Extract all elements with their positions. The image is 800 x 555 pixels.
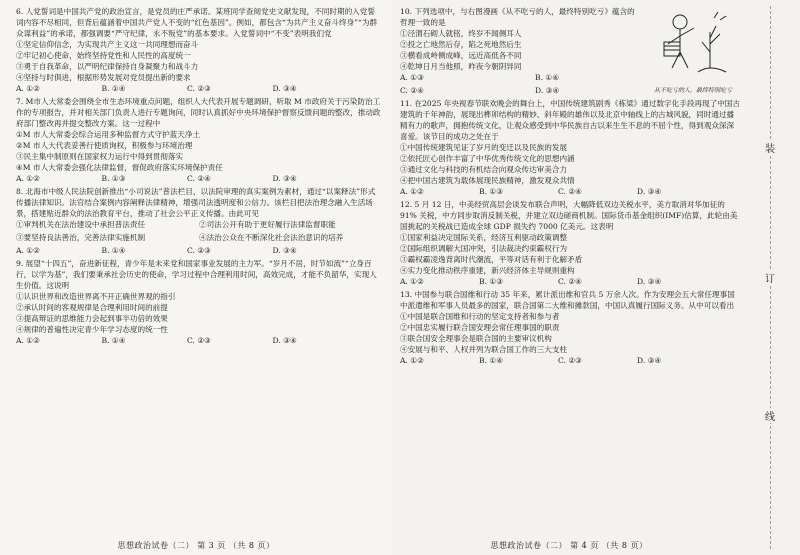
statement-item: ④M 市人大常委会强化法律监督，督促政府落实环境保护责任 [16,163,223,172]
cartoon-drawing [650,8,736,84]
statement-item: ④乾坤日月当他照，昨夜今朝阴异同 [400,62,522,71]
statement-item: ④安展与和平、人权并列为联合国工作的三大支柱 [400,345,568,354]
question-9 [16,258,382,346]
right-page [392,0,746,555]
option-b: B. ①④ [101,336,126,345]
option-c: C. ②③ [187,84,211,93]
statement-item: ③提高辩证的思维能力会起到事半功倍的效果 [16,314,168,323]
question-6 [16,6,382,94]
statement-item: ③霸权霸凌逸背离时代潮流，平等对话有利于化解矛盾 [400,255,583,264]
option-a: A. ①② [16,246,40,255]
statement-item: ①中国是联合国维和行动的坚定支持者和参与者 [400,312,560,321]
question-stem: 8. 北海市中级人民法院创新推出“小司说法”普法栏目，以法院审理的真实案例为素材，通过“以案释法”形式传播法律知识。法官结合案例内容阐释法律精神，增强司法透明度和公信力。该栏目把法治理念融入生活场景，搭建贴近群众的法治教育平台，推动了社会公平正义传播。由此可见 [16,187,376,218]
option-a: A. ①② [400,277,424,286]
page-footer: 思想政治试卷（二） 第 3 页 （共 8 页） [117,541,275,550]
question-7 [16,96,382,184]
statement-item: ④规律的普遍性决定青少年学习态度的统一性 [16,325,168,334]
statement-row [16,219,382,230]
statement-item: ③民主集中制原则在国家权力运行中得到贯彻落实 [16,152,184,161]
option-c: C. ②④ [558,277,582,286]
answer-options [16,173,382,184]
option-b: B. ①③ [479,187,504,196]
question-stem: 9. 展望“十四五”，奋进新征程，青少年是未来党和国家事业发展的主力军。“岁月不居，时节如流”“立身百行，以学为基”，我们要秉承社会历史的使命，学习过程中合理利用时间，高效完成，才能不负韶华，实现人生价值。这说明 [16,259,377,290]
option-d: D. ③④ [272,336,297,345]
statement-item: ④法治公众在不断深化社会法治意识的培养 [199,233,344,242]
cartoon-caption: 从不吃亏的人，最终特别吃亏 [653,87,732,94]
answer-options [400,186,740,197]
statement-item: ②牢记初心使命，始终坚持党性和人民性的高度统一 [16,51,191,60]
option-c: C. ②④ [400,86,424,95]
question-12 [400,199,740,287]
option-b: B. ①④ [535,73,560,82]
statement-item: ④把中国古建筑为载体展现民族精神，激发观众共情 [400,176,575,185]
option-c: C. ②③ [187,246,211,255]
option-a: A. ①② [16,84,40,93]
statement-item: ①坚定信仰信念，为实现共产主义这一共同理想而奋斗 [16,40,199,49]
option-c: C. ②④ [187,174,211,183]
option-d: D. ③④ [637,277,662,286]
option-b: B. ①③ [479,277,504,286]
question-10 [400,6,740,96]
option-d: D. ③④ [535,86,560,95]
option-a: A. ①② [16,174,40,183]
answer-options [16,335,382,346]
option-c: C. ②③ [558,356,582,365]
statement-item: ③勇于自我革命，以严明纪律保持自身凝聚力和战斗力 [16,62,199,71]
answer-options [400,72,640,83]
answer-options [16,83,382,94]
binding-char-xian: 线 [760,408,780,423]
statement-item: ②M 市人大代表妥善行使质询权，积极参与环境治理 [16,141,193,150]
statement-item: ①认识世界和改造世界离不开正确世界观的指引 [16,292,176,301]
option-d: D. ③④ [637,356,662,365]
statement-item: ①M 市人大常委会综合运用多种监督方式守护蓝天净土 [16,130,201,139]
option-b: B. ①④ [101,246,126,255]
option-a: A. ①③ [400,73,424,82]
question-13 [400,289,740,366]
question-8 [16,186,382,256]
statement-item: ②中国忠实履行联合国安理会常任理事国的职责 [400,323,560,332]
option-a: A. ①② [16,336,40,345]
statement-item: ④实力变化推动秩序重建，新兴经济体主导规则重构 [400,266,575,275]
option-c: C. ②④ [558,187,582,196]
answer-options [400,85,640,96]
question-stem: 13. 中国参与联合国维和行动 35 年来，累计派出维和官兵 5 万余人次。作为安理会五大常任理事国中派遣维和军事人员最多的国家，联合国第二大维和摊款国，中国认真履行国际义务。从中可以看出 [400,290,735,310]
statement-row [16,232,382,243]
option-d: D. ③④ [272,246,297,255]
statement-item: ②依托匠心创作丰富了中华优秀传统文化的思想内涵 [400,154,575,163]
statement-item: ②投之亡地然后存，陷之死地然后生 [400,40,522,49]
option-c: C. ②③ [187,336,211,345]
answer-options [400,276,740,287]
statement-item: ③横看成岭侧成峰，远近高低各不同 [400,51,522,60]
option-d: D. ③④ [272,84,297,93]
statement-item: ④坚持与时俱进，根据形势发展对党员提出新的要求 [16,73,191,82]
option-a: A. ①② [400,356,424,365]
binding-char-zhuang: 装 [760,140,780,155]
option-a: A. ①② [400,187,424,196]
option-d: D. ③④ [637,187,662,196]
option-d: D. ③④ [272,174,297,183]
question-stem: 11. 在2025 年央视春节联欢晚会的舞台上，中国传统建筑剧秀《栋梁》通过数字化手段再现了中国古建筑的千年神韵，展现出榫卯结构的精妙、斜年殿的雄伟以及北京中轴线上的古城风貌，同时通过播精有力的歌声，拥抱传统文化，让观众感受到中华民族自古以来生生不息的不屈个性，得到观众深深喜爱。该节目的成功之处在于 [400,99,740,141]
binding-char-ding: 订 [760,270,780,285]
statement-item: ②国际组织调解大国冲突，引法裁决约束霸权行为 [400,244,568,253]
question-stem: 10. 下列选项中，与右图漫画《从不吃亏的人，最终特别吃亏》蕴含的哲理一致的是 [400,7,635,27]
page-footer: 思想政治试卷（二） 第 4 页 （共 8 页） [490,541,648,550]
answer-options [16,245,382,256]
statement-item: ①国家利益决定国际关系，经济互利驱动政策调整 [400,233,568,242]
answer-options [400,355,740,366]
question-11 [400,98,740,197]
statement-item: ③联合国安全理事会是联合国的主要审议机构 [400,334,552,343]
option-b: B. ①④ [479,356,504,365]
cartoon-illustration [650,8,736,104]
question-stem: 12. 5 月 12 日，中美经贸高层会谈发布联合声明，大幅降低双边关税水平，美方取消对华加征的 91% 关税，中方同步取消反制关税，并建立双边磋商机制。国际货币基金组织(IMF)估算，此轮由美国挑起的关税战已造成全球 GDP 损失约 7000 亿美元。这表明 [400,200,738,231]
statement-item: ②司法公开有助于更好履行法律监督职能 [199,220,336,229]
statement-item: ③要坚持良法善治，完善法律实施机制 [16,233,146,242]
option-b: B. ①④ [101,84,126,93]
question-text-column [400,6,640,96]
statement-item: ①审判机关在法治建设中承担普法责任 [16,220,146,229]
binding-margin [746,0,800,555]
statement-item: ①泾渭石砌人就铭，终岁不闻侧耳人 [400,29,522,38]
question-stem: 7. M市人大常委会围绕全市生态环境重点问题，组织人大代表开展专题调研，听取 M 市政府关于污染防治工作的专项报告，并对相关部门负责人进行专题询问，同时认真抓好中央环境保护督察反馈问题的整改，推动政府部门整改再并提交整改方案。这一过程中 [16,97,381,128]
option-b: B. ①③ [101,174,126,183]
statement-item: ②承认时间的客观规律是合理利用时间的前提 [16,303,168,312]
left-page [0,0,392,555]
statement-item: ①中国传统建筑见证了岁月的变迁以及民族的发展 [400,143,568,152]
statement-item: ③通过文化与科技的有机结合向观众传达审美合力 [400,165,568,174]
question-stem: 6. 人党誓词是中国共产党的政治宣言，是党员的庄严承诺。某班同学查阅党史文献发现，不同时期的入党誓词内容不尽相同，但背后蕴涵着中国共产党人不变的“红色基因”。例如，都包含“为共产主义奋斗终身”“为群众谋利益”的承诺，都强调要“严守纪律，永不叛党”的基本要求。入党誓词中“不变”表明我们党 [16,7,378,38]
